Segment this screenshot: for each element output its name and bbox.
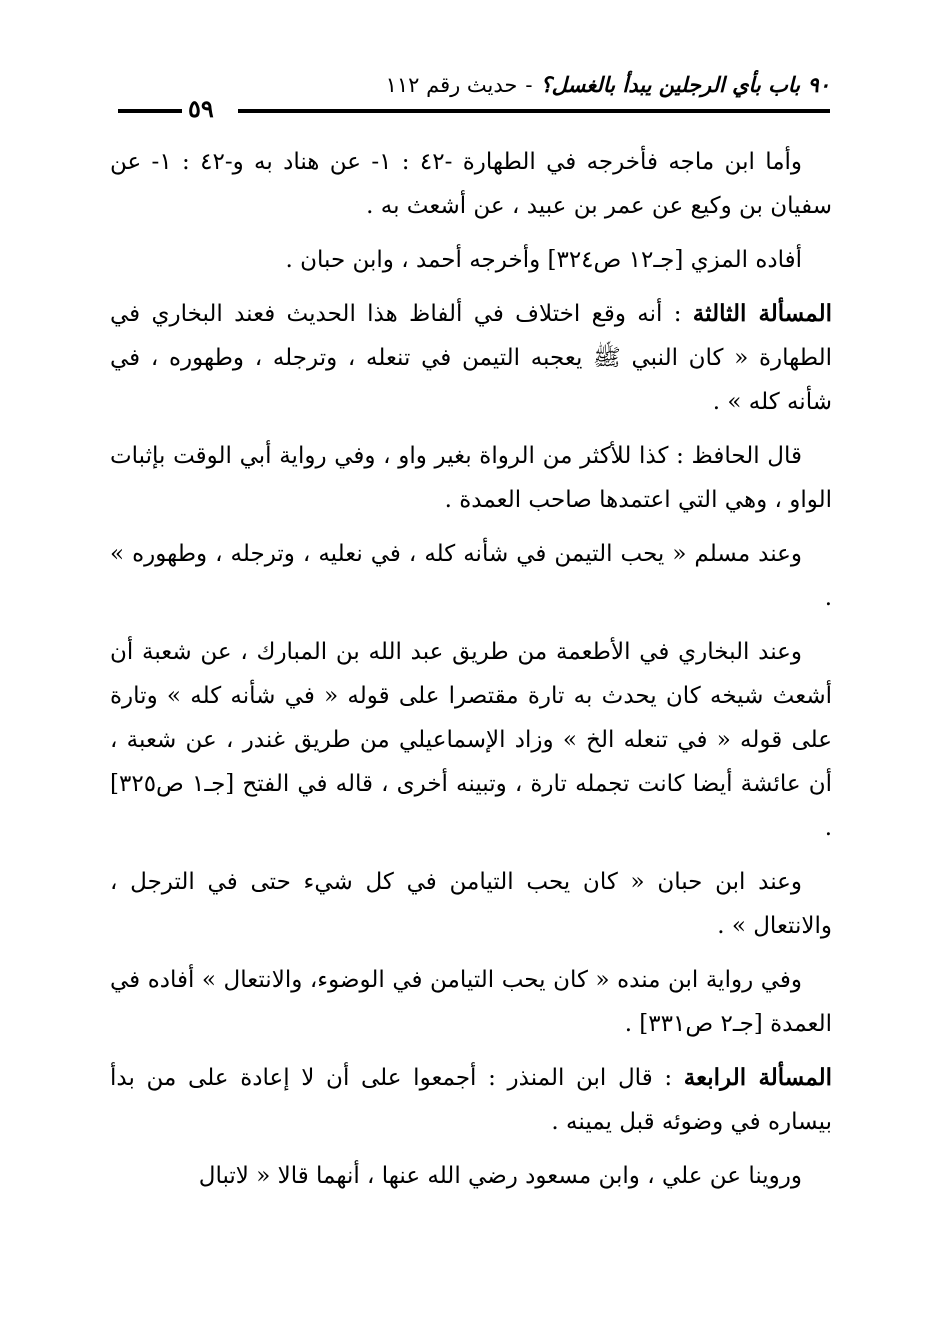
third-issue-heading: المسألة الثالثة <box>692 300 832 327</box>
fourth-issue-heading: المسألة الرابعة <box>683 1064 833 1091</box>
paragraph-ibn-hibban: وعند ابن حبان « كان يحب التيامن في كل شيء حتى في الترجل ، والانتعال » . <box>110 869 832 939</box>
third-issue-text: : أنه وقع اختلاف في ألفاظ هذا الحديث فعند البخاري في الطهارة « كان النبي ﷺ يعجبه التيمن في تنعله ، وترجله ، وطهوره ، في شأنه كله » . <box>110 301 832 415</box>
paragraph-mizzi: أفاده المزي [جـ١٢ ص٣٢٤] وأخرجه أحمد ، وابن حبان . <box>285 247 802 273</box>
paragraph-ali-ibn-masud: وروينا عن علي ، وابن مسعود رضي الله عنها ، أنهما قالا « لاتبال <box>198 1163 802 1189</box>
chapter-title: ٩٠ باب بأي الرجلين يبدأ بالغسل؟ <box>540 72 830 97</box>
header-rule-left <box>118 109 182 113</box>
header-separator: - <box>525 73 533 97</box>
paragraph-ibn-majah: وأما ابن ماجه فأخرجه في الطهارة -٤٢ : ١- عن هناد به و-٤٢ : ١- عن سفيان بن وكيع عن عمر بن عبيد ، عن أشعث به . <box>110 149 832 219</box>
fourth-issue-text: : قال ابن المنذر : أجمعوا على أن لا إعادة على من بدأ بيساره في وضوئه قبل يمينه . <box>110 1065 832 1135</box>
paragraph-fourth-issue <box>110 1056 832 1144</box>
paragraph-hafiz: قال الحافظ : كذا للأكثر من الرواة بغير واو ، وفي رواية أبي الوقت بإثبات الواو ، وهي التي اعتمدها صاحب العمدة . <box>110 443 832 513</box>
page-number: ٥٩ <box>188 94 214 123</box>
paragraph-bukhari-atima: وعند البخاري في الأطعمة من طريق عبد الله بن المبارك ، عن شعبة أن أشعث شيخه كان يحدث به تارة مقتصرا على قوله « في شأنه كله » وتارة على قوله « في تنعله الخ » وزاد الإسماعيلي من طريق غندر ، عن شعبة ، أن عائشة أيضا كانت تجمله تارة ، وتبينه أخرى ، قاله في الفتح [جـ١ ص٣٢٥] . <box>110 639 832 841</box>
paragraph-third-issue <box>110 292 832 424</box>
paragraph-ibn-mandah: وفي رواية ابن منده « كان يحب التيامن في الوضوء، والانتعال » أفاده في العمدة [جـ٢ ص٣٣١] . <box>110 967 832 1037</box>
paragraph-muslim: وعند مسلم « يحب التيمن في شأنه كله ، في نعليه ، وترجله ، وطهوره » . <box>110 541 832 611</box>
page-body <box>110 140 832 1208</box>
running-head <box>386 72 830 97</box>
header-rule-right <box>238 109 830 113</box>
page-header <box>118 72 830 130</box>
hadith-number: حديث رقم ١١٢ <box>385 73 518 97</box>
